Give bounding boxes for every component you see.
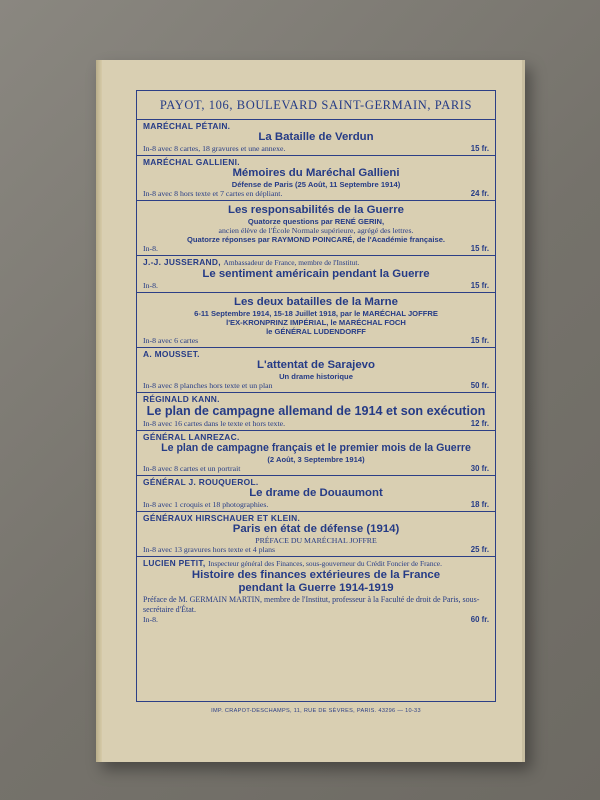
- entry-author-note: Ambassadeur de France, membre de l'Institut.: [223, 258, 360, 267]
- entry-desc-row: [143, 144, 489, 154]
- entry-title: Histoire des finances extérieures de la France: [191, 569, 441, 581]
- entry-price: 60 fr.: [470, 615, 489, 624]
- catalog-entry-douaumont: [137, 476, 495, 512]
- entry-subtitle: le GÉNÉRAL LUDENDORFF: [266, 327, 366, 336]
- entry-author: GÉNÉRAL LANREZAC.: [143, 432, 240, 442]
- entry-desc: In-8.: [143, 244, 158, 253]
- catalog-frame: [136, 90, 496, 702]
- entry-author: MARÉCHAL PÉTAIN.: [143, 121, 231, 131]
- entry-author: A. MOUSSET.: [143, 349, 200, 359]
- entry-author: RÉGINALD KANN.: [143, 394, 220, 404]
- entry-desc-row: [143, 500, 489, 510]
- entry-title: L'attentat de Sarajevo: [257, 359, 375, 371]
- entry-price: 12 fr.: [470, 419, 489, 428]
- entry-title: Le plan de campagne français et le premier mois de la Guerre: [161, 442, 471, 454]
- entry-desc: In-8.: [143, 615, 158, 624]
- entry-author: [143, 257, 489, 268]
- entry-desc: In-8 avec 16 cartes dans le texte et hors texte.: [143, 419, 286, 428]
- entry-price: 50 fr.: [470, 381, 489, 390]
- entry-author: GÉNÉRAUX HIRSCHAUER ET KLEIN.: [143, 513, 301, 523]
- entry-subtitle: 6-11 Septembre 1914, 15-18 Juillet 1918, par le MARÉCHAL JOFFRE: [194, 309, 438, 318]
- entry-subtitle: (2 Août, 3 Septembre 1914): [267, 455, 365, 464]
- entry-author: MARÉCHAL GALLIENI.: [143, 157, 240, 167]
- entry-title: Paris en état de défense (1914): [232, 523, 400, 535]
- catalog-entry-gallieni: [137, 156, 495, 201]
- entry-author: [143, 558, 489, 569]
- entry-price: 25 fr.: [470, 545, 489, 554]
- entry-price: 15 fr.: [470, 244, 489, 253]
- entry-subtitle: ancien élève de l'École Normale supérieure, agrégé des lettres.: [218, 226, 414, 235]
- catalog-entry-plan-francais: [137, 431, 495, 476]
- entry-price: 24 fr.: [470, 189, 489, 198]
- entry-subtitle: Quatorze réponses par RAYMOND POINCARÉ, de l'Académie française.: [186, 235, 446, 244]
- entry-price: 15 fr.: [470, 281, 489, 290]
- entry-author-note: Inspecteur général des Finances, sous-gouverneur du Crédit Foncier de France.: [208, 559, 442, 568]
- entry-desc-row: [143, 464, 489, 474]
- entry-preface: Préface de M. GERMAIN MARTIN, membre de l'Institut, professeur à la Faculté de droit de Paris, sous-secrétaire d'État.: [143, 595, 480, 614]
- catalog-entry-paris-defense: [137, 512, 495, 557]
- entry-subtitle: PRÉFACE DU MARÉCHAL JOFFRE: [255, 536, 377, 545]
- catalog-entry-jusserand: [137, 256, 495, 293]
- entry-desc: In-8 avec 8 cartes, 18 gravures et une annexe.: [143, 144, 286, 153]
- entry-title: Le sentiment américain pendant la Guerre: [202, 268, 430, 280]
- catalog-entry-verdun: [137, 120, 495, 156]
- entry-desc: In-8 avec 1 croquis et 18 photographies.: [143, 500, 269, 509]
- entry-title: Le drame de Douaumont: [249, 487, 383, 499]
- publisher-header: PAYOT, 106, BOULEVARD SAINT-GERMAIN, PARIS: [137, 91, 495, 120]
- entry-title: La Bataille de Verdun: [258, 131, 374, 143]
- entry-desc-row: [143, 244, 489, 254]
- entry-subtitle: Quatorze questions par RENÉ GERIN,: [247, 217, 385, 226]
- entry-title-line2: pendant la Guerre 1914-1919: [238, 582, 394, 594]
- entry-author-name: LUCIEN PETIT,: [143, 558, 206, 568]
- catalog-entry-plan-allemand: [137, 393, 495, 431]
- entry-subtitle: Défense de Paris (25 Août, 11 Septembre 1914): [231, 180, 401, 189]
- entry-desc-row: [143, 189, 489, 199]
- entry-desc: In-8 avec 8 hors texte et 7 cartes en dépliant.: [143, 189, 283, 198]
- entry-desc-row: [143, 545, 489, 555]
- entry-desc-row: [143, 336, 489, 346]
- entry-price: 15 fr.: [470, 144, 489, 153]
- catalog-entry-sarajevo: [137, 348, 495, 393]
- catalog-entry-responsabilites: [137, 201, 495, 256]
- entry-price: 30 fr.: [470, 464, 489, 473]
- entry-desc-row: [143, 419, 489, 429]
- entry-desc-row: [143, 281, 489, 291]
- entry-desc-row: [143, 615, 489, 625]
- catalog-entry-marne: [137, 293, 495, 348]
- entry-title: Les responsabilités de la Guerre: [228, 204, 404, 216]
- entry-desc: In-8.: [143, 281, 158, 290]
- entry-price: 18 fr.: [470, 500, 489, 509]
- printer-imprint: IMP. CRAPOT-DESCHAMPS, 11, RUE DE SÈVRES, PARIS. 43296 — 10-33: [211, 708, 421, 714]
- entry-author-name: J.-J. JUSSERAND,: [143, 257, 221, 267]
- entry-desc: In-8 avec 13 gravures hors texte et 4 plans: [143, 545, 276, 554]
- entry-author: GÉNÉRAL J. ROUQUEROL.: [143, 477, 259, 487]
- entry-title: Les deux batailles de la Marne: [234, 296, 398, 308]
- book-spine-edge: [96, 60, 102, 762]
- entry-title: Mémoires du Maréchal Gallieni: [232, 167, 400, 179]
- entry-desc: In-8 avec 6 cartes: [143, 336, 199, 345]
- entry-desc: In-8 avec 8 cartes et un portrait: [143, 464, 241, 473]
- entry-subtitle: Un drame historique: [279, 372, 353, 381]
- entry-desc-row: [143, 381, 489, 391]
- entry-price: 15 fr.: [470, 336, 489, 345]
- catalog-entry-finances: [137, 557, 495, 626]
- entry-desc: In-8 avec 8 planches hors texte et un plan: [143, 381, 273, 390]
- entry-title: Le plan de campagne allemand de 1914 et son exécution: [146, 404, 486, 418]
- entry-subtitle: l'EX-KRONPRINZ IMPÉRIAL, le MARÉCHAL FOCH: [226, 318, 406, 327]
